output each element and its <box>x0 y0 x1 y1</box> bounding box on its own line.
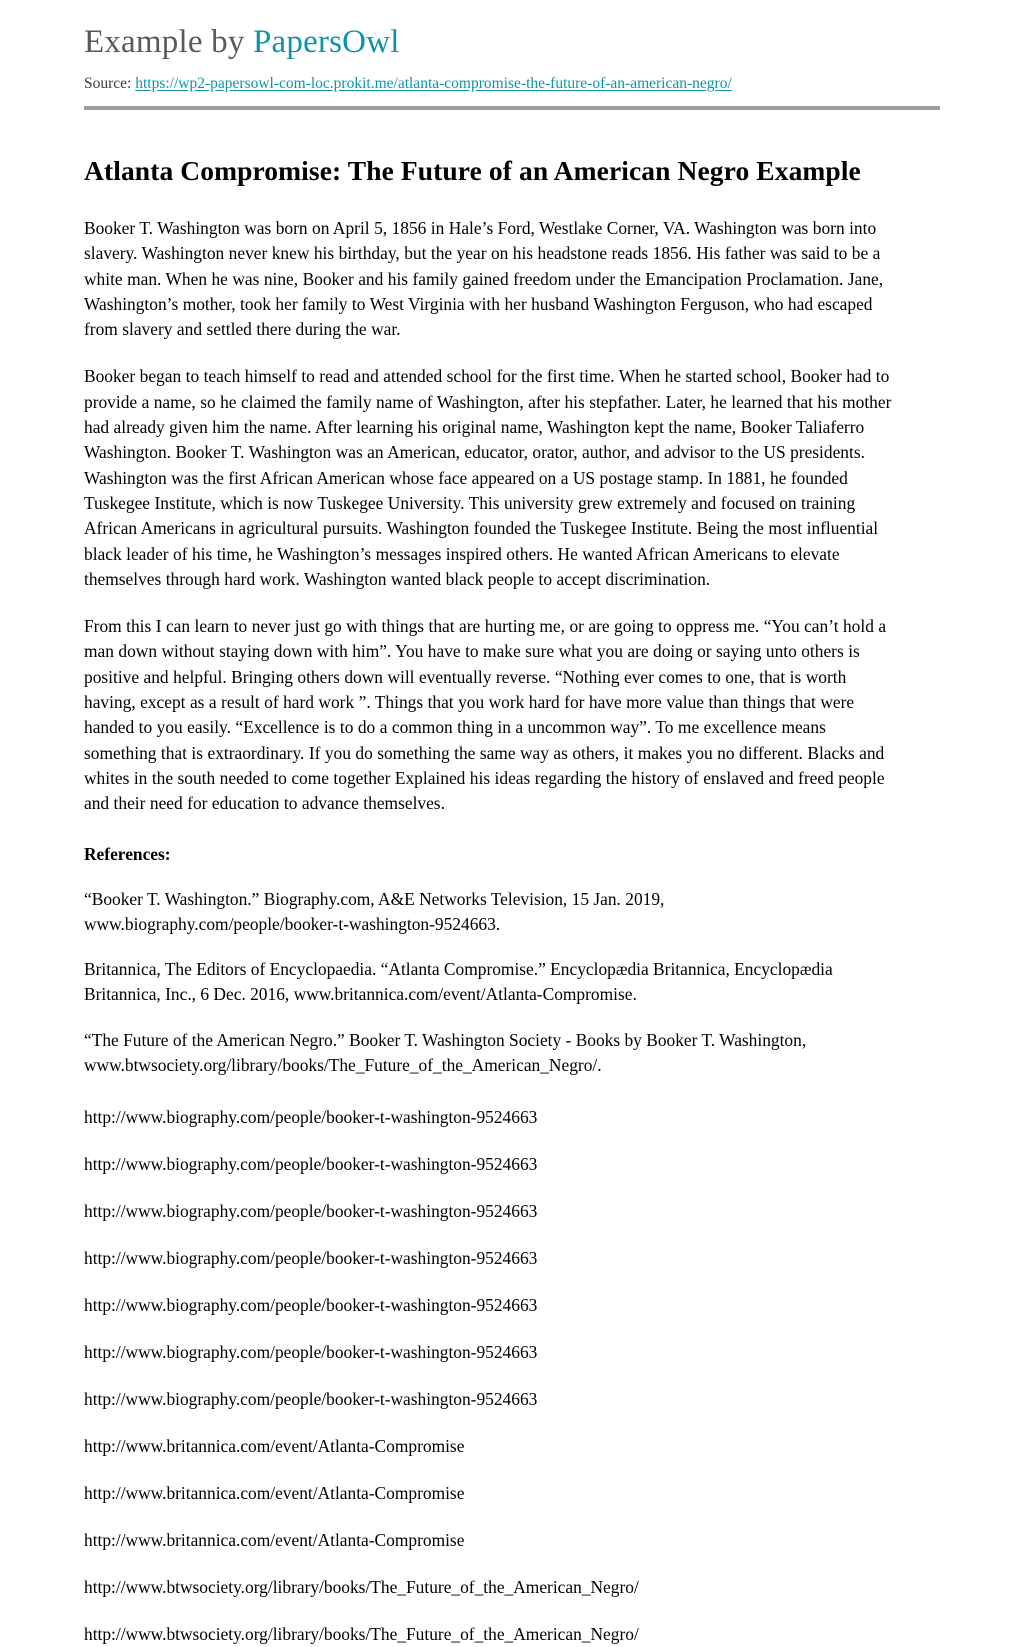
source-url-link[interactable]: https://wp2-papersowl-com-loc.prokit.me/atlanta-compromise-the-future-of-an-american-negro/ <box>135 75 732 92</box>
reference-link[interactable]: http://www.britannica.com/event/Atlanta-Compromise <box>84 1436 465 1457</box>
body-paragraph: Booker T. Washington was born on April 5, 1856 in Hale’s Ford, Westlake Corner, VA. Washington was born into slavery. Washington never knew his birthday, but the year on his headstone reads 1856. His father was said to be a white man. When he was nine, Booker and his family gained freedom under the Emancipation Proclamation. Jane, Washington’s mother, took her family to West Virginia with her husband Washington Ferguson, who had escaped from slavery and settled there during the war. <box>84 218 884 340</box>
reference-link[interactable]: http://www.biography.com/people/booker-t-washington-9524663 <box>84 1201 538 1222</box>
reference-link[interactable]: http://www.btwsociety.org/library/books/The_Future_of_the_American_Negro/ <box>84 1577 639 1598</box>
document-body <box>0 153 1024 1647</box>
reference-link[interactable]: http://www.btwsociety.org/library/books/The_Future_of_the_American_Negro/ <box>84 1624 639 1645</box>
reference-link[interactable]: http://www.biography.com/people/booker-t-washington-9524663 <box>84 1389 538 1410</box>
reference-link[interactable]: http://www.biography.com/people/booker-t-washington-9524663 <box>84 1248 538 1269</box>
body-paragraph: From this I can learn to never just go with things that are hurting me, or are going to oppress me. “You can’t hold a man down without staying down with him”. You have to make sure what you are doing or saying unto others is positive and helpful. Bringing others down will eventually reverse. “Nothing ever comes to one, that is worth having, except as a result of hard work ”. Things that you work hard for have more value than things that were handed to you easily. “Excellence is to do a common thing in a uncommon way”. To me excellence means something that is extraordinary. If you do something the same way as others, it makes you no different. Blacks and whites in the south needed to come together Explained his ideas regarding the history of enslaved and freed people and their need for education to advance themselves. <box>84 616 887 814</box>
body-paragraph: Booker began to teach himself to read and attended school for the first time. When he started school, Booker had to provide a name, so he claimed the family name of Washington, after his stepfather. Later, he learned that his mother had already given him the name. After learning his original name, Washington kept the name, Booker Taliaferro Washington. Booker T. Washington was an American, educator, orator, author, and advisor to the US presidents. Washington was the first African American whose face appeared on a US postage stamp. In 1881, he founded Tuskegee Institute, which is now Tuskegee University. This university grew extremely and focused on training African Americans in agricultural pursuits. Washington founded the Tuskegee Institute. Being the most influential black leader of his time, he Washington’s messages inspired others. He wanted African Americans to elevate themselves through hard work. Washington wanted black people to accept discrimination. <box>84 366 892 589</box>
references-heading: References: <box>84 843 171 864</box>
reference-link[interactable]: http://www.biography.com/people/booker-t-washington-9524663 <box>84 1154 538 1175</box>
reference-link[interactable]: http://www.britannica.com/event/Atlanta-Compromise <box>84 1530 465 1551</box>
reference-entry: Britannica, The Editors of Encyclopaedia. “Atlanta Compromise.” Encyclopædia Britannica, Encyclopædia Britannica, Inc., 6 Dec. 2016, www.britannica.com/event/Atlanta-Compromise. <box>84 959 833 1005</box>
site-header <box>0 0 1024 94</box>
source-label: Source: <box>84 75 132 92</box>
header-divider <box>84 106 940 110</box>
brand-logo <box>84 22 940 62</box>
reference-link[interactable]: http://www.britannica.com/event/Atlanta-Compromise <box>84 1483 465 1504</box>
brand-name: PapersOwl <box>253 24 400 60</box>
brand-prefix: Example by <box>84 24 253 60</box>
reference-link[interactable]: http://www.biography.com/people/booker-t-washington-9524663 <box>84 1342 538 1363</box>
page-title: Atlanta Compromise: The Future of an American Negro Example <box>84 155 861 186</box>
reference-entry: “Booker T. Washington.” Biography.com, A&E Networks Television, 15 Jan. 2019, www.biography.com/people/booker-t-washington-9524663. <box>84 888 665 934</box>
reference-entry: “The Future of the American Negro.” Booker T. Washington Society - Books by Booker T. Washington, www.btwsociety.org/library/books/The_Future_of_the_American_Negro/. <box>84 1029 807 1076</box>
source-line <box>84 74 940 94</box>
reference-link[interactable]: http://www.biography.com/people/booker-t-washington-9524663 <box>84 1295 538 1316</box>
reference-link[interactable]: http://www.biography.com/people/booker-t-washington-9524663 <box>84 1107 538 1128</box>
